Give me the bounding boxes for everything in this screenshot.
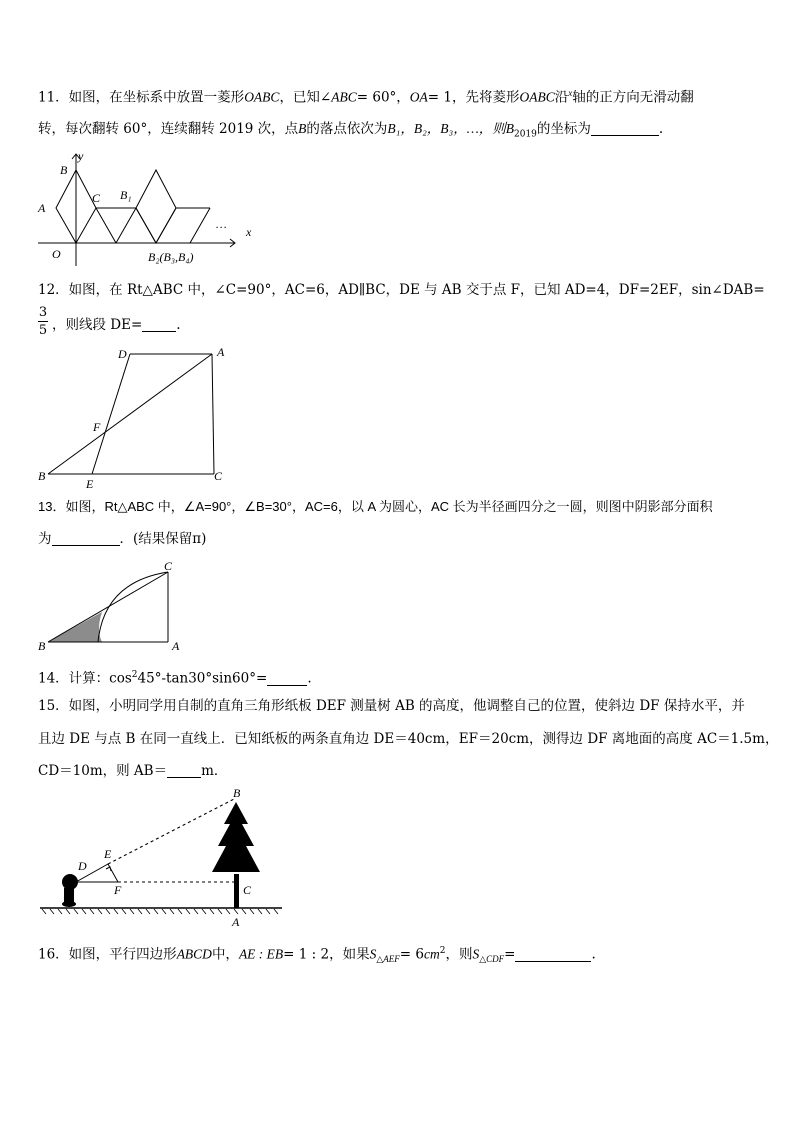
segment-bc — [48, 572, 168, 642]
label-b: B — [233, 786, 241, 800]
label-b: B — [60, 163, 68, 177]
label-f: F — [93, 420, 101, 434]
answer-blank[interactable] — [142, 317, 176, 332]
label-b2b3b4: B₂(B₃,B₄) — [148, 250, 194, 264]
label-c: C — [214, 469, 223, 483]
label-a: A — [232, 915, 240, 928]
q15-line-2: 且边 DE 与点 B 在同一直线上．已知纸板的两条直角边 DE＝40cm，EF＝20cm，测得边 DF 离地面的高度 AC＝1.5m， — [38, 731, 779, 747]
q12-line-2: ，则线段 DE= . — [52, 317, 181, 333]
answer-blank[interactable] — [167, 763, 201, 778]
q12-line-1: 12．如图，在 Rt△ABC 中，∠C=90°，AC=6，AD∥BC，DE 与 AB 交于点 F，已知 AD=4，DF=2EF，sin∠DAB= — [38, 282, 765, 298]
trapezoid-figure — [30, 340, 240, 490]
segment-de — [92, 354, 130, 474]
label-b: B — [38, 639, 46, 653]
q13-line-1: 13．如图，Rt△ABC 中，∠A=90°，∠B=30°，AC=6，以 A 为圆心，AC 长为半径画四分之一圆，则图中阴影部分面积 — [38, 499, 713, 514]
tree-measurement-figure — [36, 784, 286, 928]
label-b1: B₁ — [120, 188, 132, 202]
answer-blank[interactable] — [267, 671, 307, 686]
label-a: A — [172, 639, 180, 653]
quarter-circle-figure — [30, 558, 190, 656]
segment-ac — [212, 354, 214, 474]
answer-blank[interactable] — [515, 947, 591, 962]
person-icon — [62, 874, 78, 907]
q11-line-2: 转，每次翻转 60°，连续翻转 2019 次，点B的落点依次为B₁，B₂，B₃，…，则$B_{2019}$的坐标为 . — [38, 121, 664, 140]
rhombus-rolling-figure — [30, 148, 240, 270]
label-e: E — [104, 847, 112, 861]
label-e: E — [86, 477, 94, 490]
label-o: O — [52, 247, 61, 261]
label-a: A — [217, 345, 225, 359]
right-angle-mark — [106, 867, 111, 871]
segment-ab — [48, 354, 212, 474]
quarter-arc — [98, 572, 168, 642]
answer-blank[interactable] — [591, 121, 659, 136]
label-dots: … — [216, 217, 227, 231]
q14-line: 14．计算：$\cos^245^\circ-\tan 30^\circ\sin 60^\circ=$ . — [38, 670, 312, 687]
label-y: y — [78, 149, 84, 163]
q13-line-2: 为 ．(结果保留π) — [38, 531, 207, 547]
label-b: B — [38, 469, 46, 483]
label-d: D — [78, 859, 87, 873]
q16-line: 16．如图，平行四边形ABCD中，AE : EB= 1 : 2，如果$S_{\triangle AEF}= 6cm^2$，则$S_{\triangle CDF}=$ . — [38, 946, 596, 965]
q15-line-1: 15．如图，小明同学用自制的直角三角形纸板 DEF 测量树 AB 的高度，他调整自己的位置，使斜边 DF 保持水平，并 — [38, 698, 745, 714]
label-c: C — [92, 191, 101, 205]
label-c: C — [243, 883, 252, 897]
label-x: x — [246, 225, 252, 239]
fraction-3-5: 3 5 — [38, 305, 48, 338]
ground — [40, 908, 282, 914]
label-d: D — [118, 347, 127, 361]
label-c: C — [164, 559, 173, 573]
tree-icon — [212, 802, 260, 908]
answer-blank[interactable] — [52, 531, 120, 546]
q11-line-1: 11．如图，在坐标系中放置一菱形OABC，已知∠ABC= 60°，OA= 1，先将菱形OABC沿$^x$轴的正方向无滑动翻 — [38, 88, 694, 106]
label-a: A — [38, 201, 46, 215]
label-f: F — [114, 883, 122, 897]
slanted-sightline — [108, 798, 236, 864]
q15-line-3: CD＝10m，则 AB＝ m． — [38, 763, 228, 779]
rhombus-rotated — [136, 170, 176, 243]
